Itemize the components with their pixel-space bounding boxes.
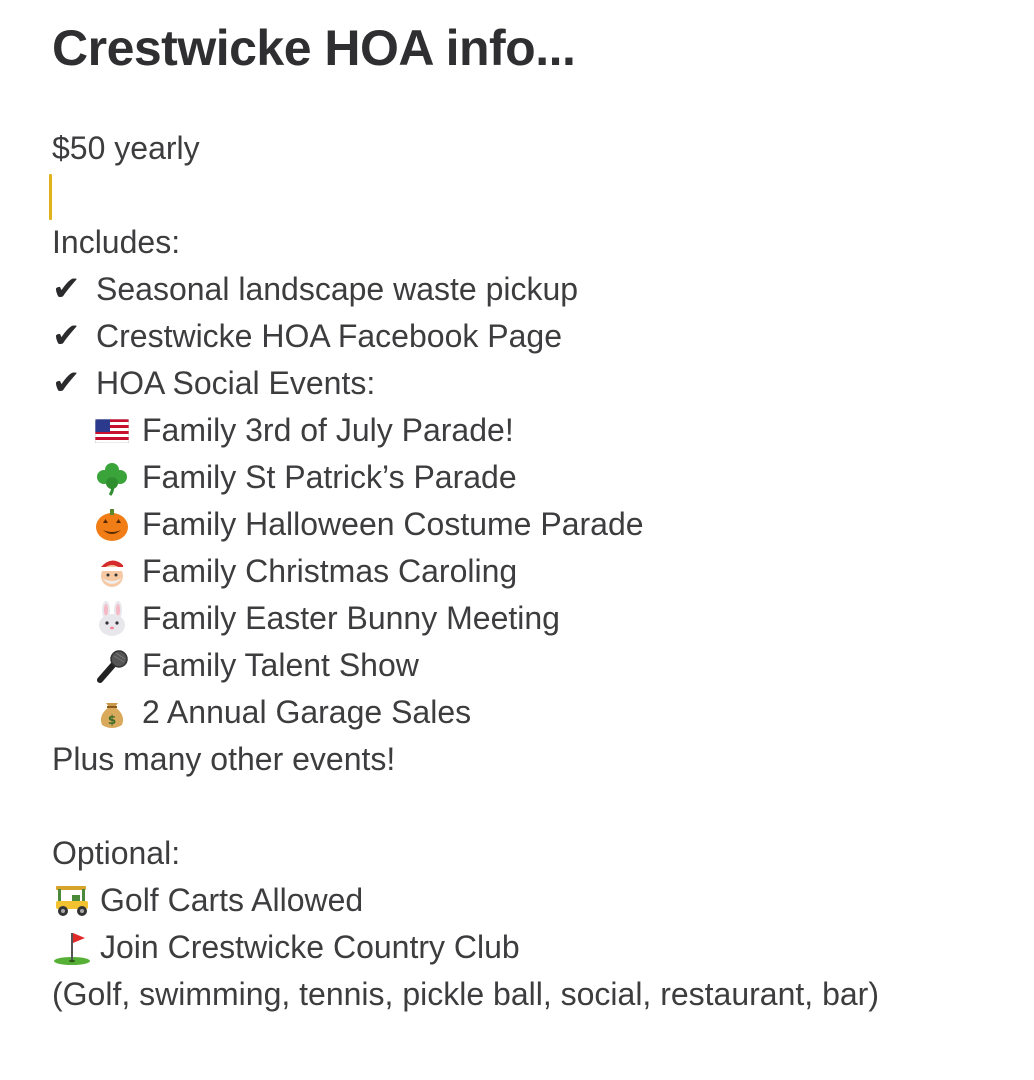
checkmark-icon: ✔ [52, 270, 81, 308]
checkmark-icon: ✔ [52, 317, 81, 355]
text-cursor [49, 174, 52, 220]
plus-events-line: Plus many other events! [52, 741, 396, 777]
event-item [52, 454, 1012, 501]
event-item-text: Family Christmas Caroling [142, 553, 518, 589]
event-item-text: Family Talent Show [142, 647, 419, 683]
santa-icon [92, 554, 132, 590]
event-item [52, 501, 1012, 548]
jack-o-lantern-icon [92, 507, 132, 543]
includes-heading: Includes: [52, 224, 181, 260]
svg-text:$: $ [107, 712, 117, 727]
blank-line [52, 78, 1012, 125]
include-item-text: HOA Social Events: [96, 365, 376, 401]
us-flag-icon [92, 413, 132, 449]
optional-item-text: Join Crestwicke Country Club [100, 929, 520, 965]
event-item [52, 407, 1012, 454]
microphone-icon [92, 648, 132, 684]
optional-item-text: Golf Carts Allowed [100, 882, 364, 918]
optional-heading: Optional: [52, 835, 181, 871]
event-item-text: 2 Annual Garage Sales [142, 694, 472, 730]
blank-line [52, 783, 1012, 830]
include-item [52, 313, 1012, 360]
shamrock-icon [92, 460, 132, 496]
bunny-icon [92, 601, 132, 637]
golf-flag-icon [52, 930, 92, 966]
event-item [52, 595, 1012, 642]
event-item-text: Family 3rd of July Parade! [142, 412, 514, 448]
event-item [52, 689, 1012, 736]
note-body[interactable] [52, 18, 1012, 1018]
amenities-line: (Golf, swimming, tennis, pickle ball, social, restaurant, bar) [52, 976, 879, 1012]
event-item-text: Family St Patrick’s Parade [142, 459, 517, 495]
money-bag-icon [92, 695, 132, 731]
note-title: Crestwicke HOA info... [52, 20, 576, 76]
event-item-text: Family Halloween Costume Parade [142, 506, 644, 542]
include-item-text: Crestwicke HOA Facebook Page [96, 318, 562, 354]
price-line: $50 yearly [52, 130, 200, 166]
event-item [52, 642, 1012, 689]
include-item [52, 360, 1012, 407]
golf-cart-icon [52, 883, 92, 919]
text-cursor-line[interactable] [52, 172, 1012, 219]
event-item [52, 548, 1012, 595]
checkmark-icon: ✔ [52, 364, 81, 402]
include-item-text: Seasonal landscape waste pickup [96, 271, 579, 307]
include-item [52, 266, 1012, 313]
event-item-text: Family Easter Bunny Meeting [142, 600, 560, 636]
optional-item [52, 924, 1012, 971]
optional-item [52, 877, 1012, 924]
